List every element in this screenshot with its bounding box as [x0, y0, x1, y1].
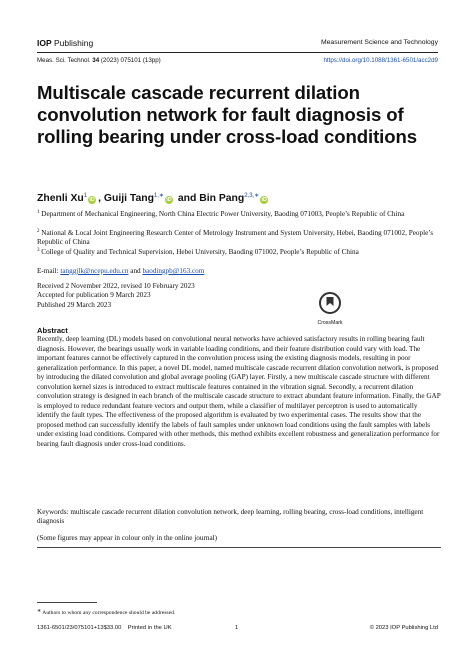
- affiliation: $^2$ National & Local Joint Engineering Research Center of Metrology Instrument and System University, Hebei, Baoding 071002, People’s Republic of China: [37, 229, 434, 247]
- footnote-divider: [37, 602, 97, 603]
- footer-issn: 1361-6501/23/075101+13$33.00 Printed in the UK: [37, 625, 172, 631]
- keywords: Keywords: multiscale cascade recurrent dilation convolution network, deep learning, rolling bearing, cross-load conditions, intelligent diagnosis: [37, 508, 424, 526]
- author-list: Zhenli Xu$^1$iD , Guiji Tang$^{1,∗}$iD and Bin Pang$^{2,3,∗}$iD: [37, 193, 268, 204]
- doi-link[interactable]: https://doi.org/10.1088/1361-6501/acc2d9: [323, 57, 438, 64]
- received-date: Received 2 November 2022, revised 10 February 2023: [37, 282, 195, 290]
- author-affiliation-mark: 1: [83, 193, 88, 199]
- author-name: Guiji Tang: [103, 193, 154, 204]
- abstract-heading: Abstract: [37, 326, 68, 335]
- email-link[interactable]: baodingpb@163.com: [142, 267, 205, 275]
- accepted-date: Accepted for publication 9 March 2023: [37, 291, 151, 300]
- orcid-icon[interactable]: iD: [166, 197, 172, 203]
- header-divider: [37, 52, 438, 53]
- email-link[interactable]: tanggjlk@ncepu.edu.cn: [60, 267, 129, 275]
- footer-copyright: © 2023 IOP Publishing Ltd: [369, 625, 438, 631]
- author-affiliation-mark: 1,∗: [153, 193, 164, 199]
- crossmark-label: CrossMark: [317, 320, 343, 326]
- orcid-icon[interactable]: iD: [89, 197, 95, 203]
- author-affiliation-mark: 2,3,∗: [244, 193, 260, 199]
- crossmark-icon: [319, 292, 341, 314]
- published-date: Published 29 March 2023: [37, 300, 112, 309]
- author-name: Bin Pang: [199, 193, 245, 204]
- abstract-text: Recently, deep learning (DL) models based on convolutional neural networks have achieved satisfactory results in rolling bearing fault diagnosis. However, the bearings usually work in variable loading conditions, and their feature distribution could vary with load. The important features cannot be effectively captured in the convolution process using the existing diagnosis models, resulting in poor generalization performance. In this paper, a novel DL model, named multiscale cascade recurrent dilation convolution network, is proposed by introducing the dilated convolution and global average pooling (GAP) layer. Firstly, a new multiscale cascade structure with different convolution kernel sizes is introduced to extract multiscale features contained in the vibration signal. Secondly, a recurrent dilation convolution strategy is designed in each branch of the multiscale cascade structure to extract abundant feature information. Finally, the GAP is employed to reduce redundant feature vectors and output them, while a classifier of multilayer perceptron is used to automatically identify the fault types. The effectiveness of the proposed algorithm is evaluated by two experimental cases. The results show that the proposed method can successfully identify the labels of fault samples under unknown load conditions using the fault samples with labels under existing load conditions. Compared with other methods, this method exhibits excellent robustness and generalization performance for bearing fault diagnosis under cross-load conditions.: [37, 335, 441, 449]
- affiliation: $^1$ Department of Mechanical Engineering, North China Electric Power University, Baoding 071003, People’s Republic of China: [37, 210, 405, 218]
- publication-dates: [37, 282, 195, 310]
- crossmark-badge[interactable]: [316, 292, 344, 326]
- publisher-logo: IOP Publishing: [37, 38, 94, 48]
- journal-name: Measurement Science and Technology: [320, 39, 438, 46]
- abstract-divider: [37, 547, 441, 548]
- paper-title: Multiscale cascade recurrent dilation convolution network for fault diagnosis of rolling bearing under cross-load conditions: [37, 82, 418, 148]
- author-name: Zhenli Xu: [37, 193, 84, 204]
- page-number: 1: [235, 625, 239, 631]
- correspondence-footnote: ∗ Authors to whom any correspondence should be addressed.: [37, 609, 176, 616]
- email-line: E-mail: tanggjlk@ncepu.edu.cn and baodingpb@163.com: [37, 267, 205, 275]
- orcid-icon[interactable]: iD: [261, 197, 268, 203]
- colour-note: (Some figures may appear in colour only in the online journal): [37, 534, 218, 542]
- citation: Meas. Sci. Technol. 34 (2023) 075101 (13pp): [37, 57, 161, 64]
- affiliation: $^3$ College of Quality and Technical Supervision, Hebei University, Baoding 071002, People’s Republic of China: [37, 248, 359, 256]
